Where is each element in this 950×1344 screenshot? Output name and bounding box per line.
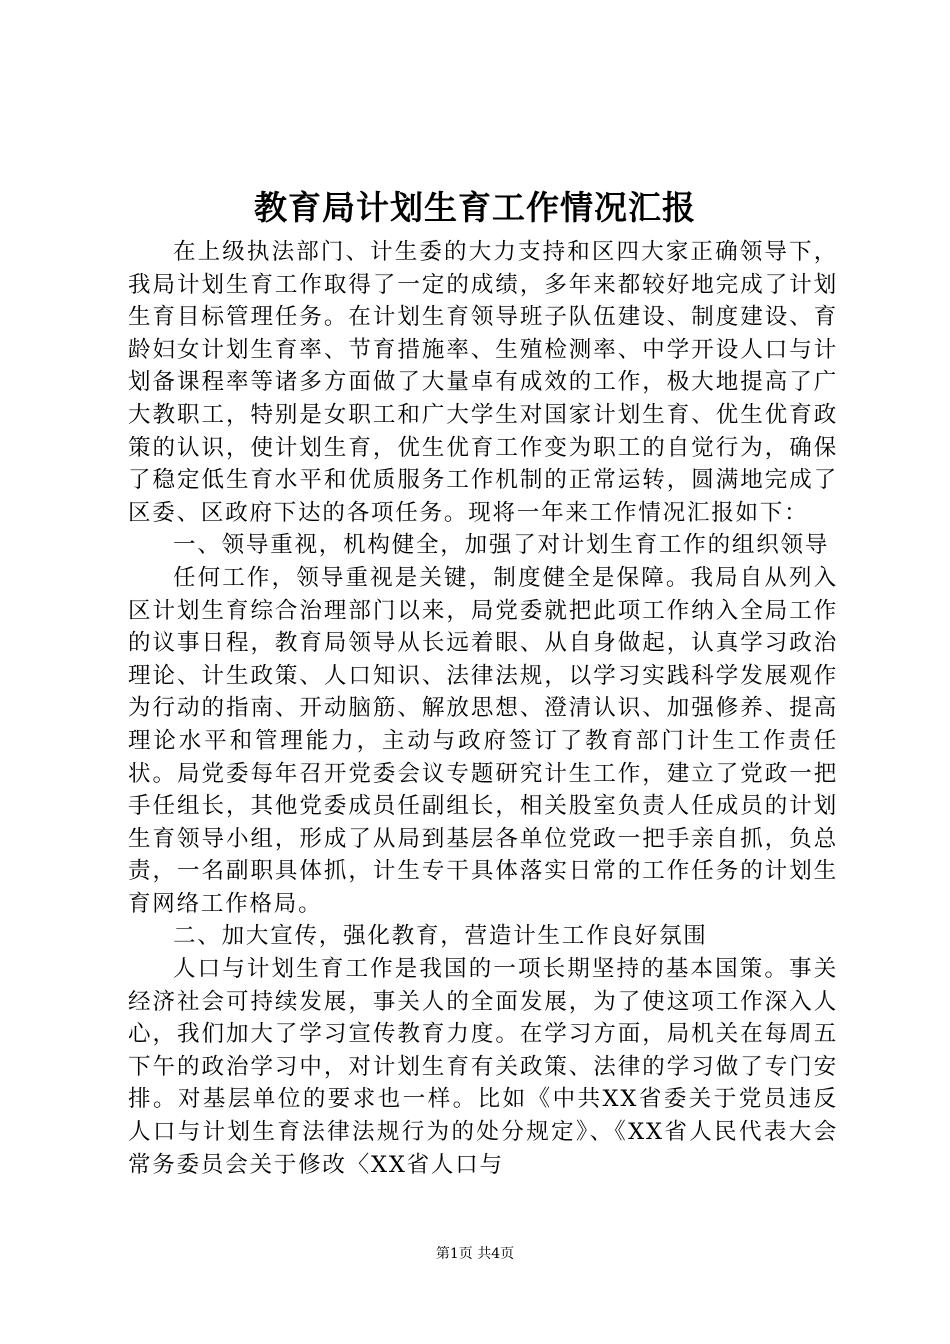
paragraph-section-2: 人口与计划生育工作是我国的一项长期坚持的基本国策。事关经济社会可持续发展，事关人的全面发展，为了使这项工作深入人心，我们加大了学习宣传教育力度。在学习方面，局机关在每周五下午的政治学习中，对计划生育有关政策、法律的学习做了专门安排。对基层单位的要求也一样。比如《中共XX省委关于党员违反人口与计划生育法律法规行为的处分规定》、《XX省人民代表大会常务委员会关于修改〈XX省人口与 (128, 956, 838, 1178)
paragraph-intro: 在上级执法部门、计生委的大力支持和区四大家正确领导下，我局计划生育工作取得了一定的成绩，多年来都较好地完成了计划生育目标管理任务。在计划生育领导班子队伍建设、制度建设、育龄妇女计划生育率、节育措施率、生殖检测率、中学开设人口与计划备课程率等诸多方面做了大量卓有成效的工作，极大地提高了广大教职工，特别是女职工和广大学生对国家计划生育、优生优育政策的认识，使计划生育，优生优育工作变为职工的自觉行为，确保了稳定低生育水平和优质服务工作机制的正常运转，圆满地完成了区委、区政府下达的各项任务。现将一年来工作情况汇报如下： (128, 239, 838, 526)
paragraph-section-1: 任何工作，领导重视是关键，制度健全是保障。我局自从列入区计划生育综合治理部门以来，局党委就把此项工作纳入全局工作的议事日程，教育局领导从长远着眼、从自身做起，认真学习政治理论、计生政策、人口知识、法律法规，以学习实践科学发展观作为行动的指南、开动脑筋、解放思想、澄清认识、加强修养、提高理论水平和管理能力，主动与政府签订了教育部门计生工作责任状。局党委每年召开党委会议专题研究计生工作，建立了党政一把手任组长，其他党委成员任副组长，相关股室负责人任成员的计划生育领导小组，形成了从局到基层各单位党政一把手亲自抓，负总责，一名副职具体抓，计生专干具体落实日常的工作任务的计划生育网络工作格局。 (128, 564, 838, 917)
page-footer: 第1页 共4页 (435, 1246, 515, 1262)
document-title: 教育局计划生育工作情况汇报 (254, 188, 696, 227)
document-body (128, 236, 838, 1181)
section-heading-2: 二、加大宣传，强化教育，营造计生工作良好氛围 (173, 923, 708, 950)
section-heading-1: 一、领导重视，机构健全，加强了对计划生育工作的组织领导 (173, 532, 830, 559)
